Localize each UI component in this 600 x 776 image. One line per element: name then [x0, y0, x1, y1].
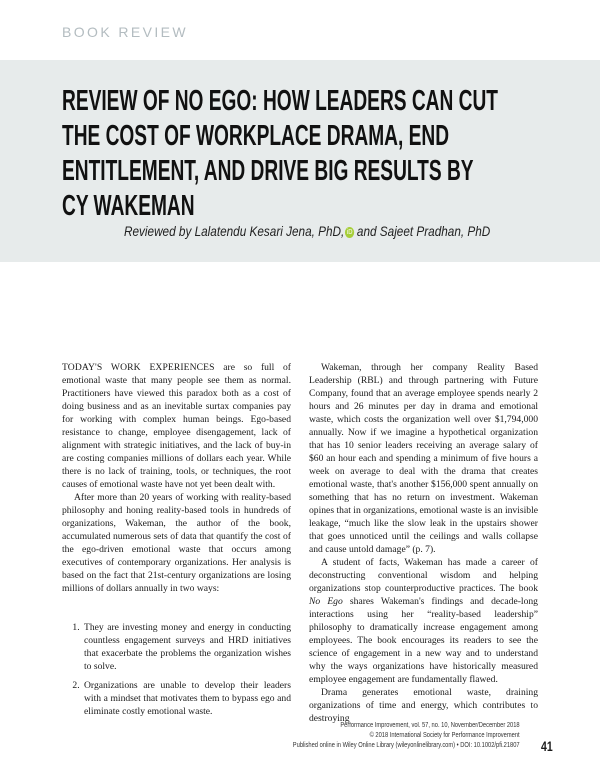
- book-title: No Ego: [309, 596, 343, 607]
- numbered-list: [62, 621, 291, 718]
- journal-citation: Performance Improvement, vol. 57, no. 10, November/December 2018: [340, 722, 520, 729]
- byline: [124, 223, 490, 239]
- page-number: 41: [541, 738, 553, 754]
- left-column: [62, 361, 291, 724]
- orcid-icon[interactable]: iD: [346, 229, 353, 236]
- section-label: BOOK REVIEW: [62, 24, 188, 40]
- article-title-line: ENTITLEMENT, AND DRIVE BIG RESULTS BY: [62, 155, 474, 187]
- list-item: 1. They are investing money and energy in conducting countless engagement surveys and HRD initiatives that exacerbate the problems the organization wishes to solve.: [82, 621, 291, 673]
- article-title-line: CY WAKEMAN: [62, 190, 195, 222]
- paragraph: [62, 361, 291, 491]
- paragraph: Drama generates emotional waste, draining organizations of time and energy, which contributes to destroying: [309, 687, 538, 724]
- right-column: [309, 361, 538, 725]
- paragraph-text: A student of facts, Wakeman has made a career of deconstructing conventional wisdom and helping organizations stop counterproductive practices. The book: [309, 557, 538, 594]
- lead-in: TODAY'S WORK EXPERIENCES: [62, 362, 215, 373]
- list-item: 2. Organizations are unable to develop their leaders with a mindset that motivates them to bypass ego and eliminate costly emotional waste.: [82, 679, 291, 718]
- paragraph-text: are so full of emotional waste that many people see them as normal. Practitioners have viewed this paradox both as a cost of doing business and as an inevitable surtax companies pay for working with complex human beings. Ego-based resistance to change, employee disengagement, lack of alignment with strategic initiatives, and the lack of buy-in are costing companies millions of dollars each year. While there is no lack of training, tools, or techniques, the root causes of emotional waste have not yet been dealt with.: [62, 362, 291, 490]
- citation-footer: [293, 721, 520, 751]
- byline-author-1: Reviewed by Lalatendu Kesari Jena, PhD,: [124, 223, 345, 239]
- paragraph: Wakeman, through her company Reality Based Leadership (RBL) and through partnering with Future Company, found that an average employee spends nearly 2 hours and 26 minutes per day in drama and emotional waste, which costs the organization well over $1,794,000 annually. Now if we imagine a hypothetical organization that has 10 senior leaders receiving an average salary of $60 an hour each and spending a minimum of five hours a week on average to deal with the drama that creates emotional waste, that's another $156,000 spent annually on something that has no return on investment. Wakeman opines that in organizations, emotional waste is an invisible leakage, “much like the slow leak in the upstairs shower that goes unnoticed until the ceilings and walls collapse and cause untold damage” (p. 7).: [309, 362, 538, 555]
- paragraph-text: shares Wakeman's findings and decade-long interactions using her “reality-based leadership” philosophy to dramatically increase engagement among employees. The book encourages its readers to see the science of engagement in a new way and to understand why the ways organizations have historically measured employee engagement are fundamentally flawed.: [309, 596, 538, 685]
- byline-author-2: and Sajeet Pradhan, PhD: [356, 223, 491, 239]
- copyright: © 2018 International Society for Performance Improvement: [369, 732, 520, 739]
- paragraph: [309, 556, 538, 686]
- doi-line: Published online in Wiley Online Library (wileyonlinelibrary.com) • DOI: 10.1002/pfi.21807: [293, 742, 520, 749]
- article-title-line: THE COST OF WORKPLACE DRAMA, END: [62, 120, 450, 152]
- paragraph: After more than 20 years of working with reality-based philosophy and honing reality-based tools in hundreds of organizations, Wakeman, the author of the book, accumulated numerous sets of data that quantify the cost of the ego-driven emotional waste that occurs among executives of contemporary organizations. Her analysis is based on the fact that 21st-century organizations are losing millions of dollars annually in two ways:: [62, 492, 291, 594]
- article-title-line: REVIEW OF NO EGO: HOW LEADERS CAN CUT: [62, 85, 498, 117]
